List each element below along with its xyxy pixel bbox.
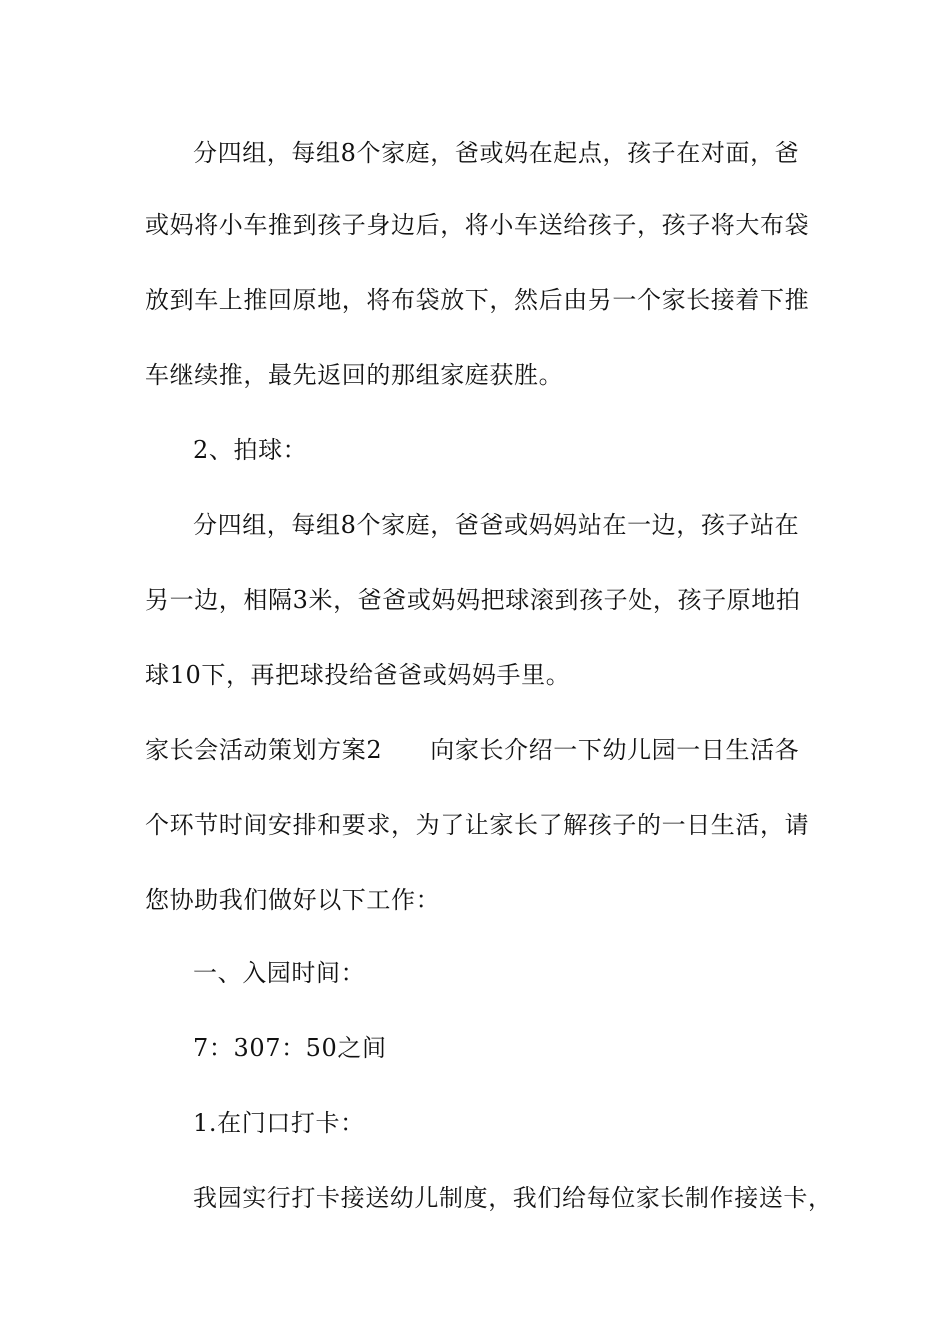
section-title: 家长会活动策划方案2 <box>145 736 383 764</box>
section-heading: 2、拍球： <box>193 436 308 464</box>
title-and-paragraph-line <box>145 735 825 765</box>
paragraph-line: 或妈将小车推到孩子身边后，将小车送给孩子，孩子将大布袋 <box>145 211 810 239</box>
paragraph-line: 车继续推，最先返回的那组家庭获胜。 <box>145 361 564 389</box>
paragraph-line: 球10下，再把球投给爸爸或妈妈手里。 <box>145 661 571 689</box>
section-heading: 一、入园时间： <box>193 959 366 987</box>
time-range: 7：307：50之间 <box>193 1034 387 1062</box>
paragraph-line: 您协助我们做好以下工作： <box>145 886 441 914</box>
paragraph-text: 向家长介绍一下幼儿园一日生活各 <box>430 736 800 764</box>
paragraph-line: 分四组，每组8个家庭，爸或妈在起点，孩子在对面，爸 <box>193 139 800 167</box>
paragraph-line: 个环节时间安排和要求，为了让家长了解孩子的一日生活，请 <box>145 811 810 839</box>
paragraph-line: 放到车上推回原地，将布袋放下，然后由另一个家长接着下推 <box>145 286 810 314</box>
paragraph-line: 我园实行打卡接送幼儿制度，我们给每位家长制作接送卡， <box>193 1184 833 1212</box>
subheading: 1.在门口打卡： <box>193 1109 365 1137</box>
paragraph-line: 另一边，相隔3米，爸爸或妈妈把球滚到孩子处，孩子原地拍 <box>145 586 801 614</box>
paragraph-line: 分四组，每组8个家庭，爸爸或妈妈站在一边，孩子站在 <box>193 511 800 539</box>
